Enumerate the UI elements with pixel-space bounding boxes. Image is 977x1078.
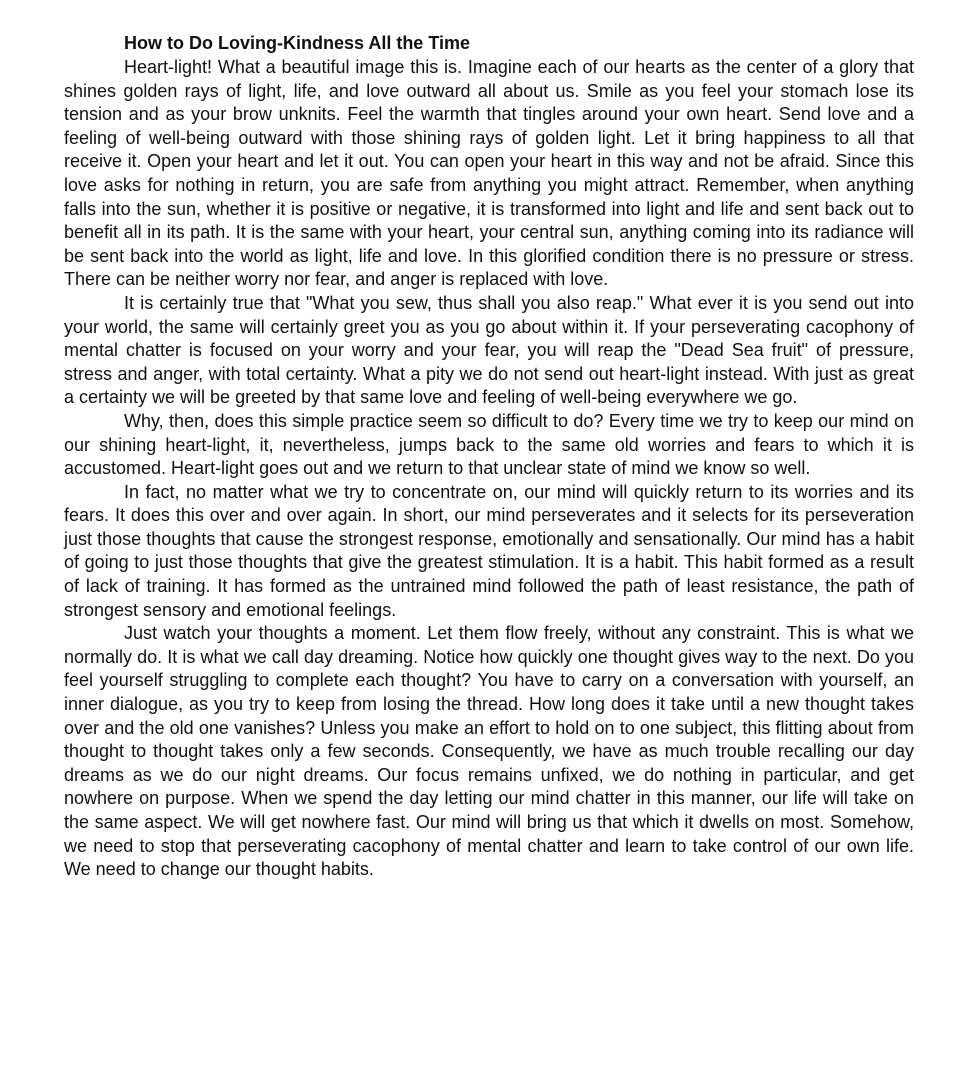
paragraph-1: Heart-light! What a beautiful image this is. Imagine each of our hearts as the center of a glory that shines golden rays of light, life, and love outward all about us. Smile as you feel your stomach lose its tension and as your brow unknits. Feel the warmth that tingles around your own heart. Send love and a feeling of well-being outward with those shining rays of golden light. Let it bring happiness to all that receive it. Open your heart and let it out. You can open your heart in this way and not be afraid. Since this love asks for nothing in return, you are safe from anything you might attract. Remember, when anything falls into the sun, whether it is positive or negative, it is transformed into light and life and sent back out to benefit all in its path. It is the same with your heart, your central sun, anything coming into its radiance will be sent back into the world as light, life and love. In this glorified condition there is no pressure or stress. There can be neither worry nor fear, and anger is replaced with love. [64,57,914,290]
document-page [64,30,914,882]
paragraph-3: Why, then, does this simple practice seem so difficult to do? Every time we try to keep our mind on our shining heart-light, it, nevertheless, jumps back to the same old worries and fears to which it is accustomed. Heart-light goes out and we return to that unclear state of mind we know so well. [64,410,914,479]
paragraph-4: In fact, no matter what we try to concentrate on, our mind will quickly return to its worries and its fears. It does this over and over again. In short, our mind perseverates and it selects for its perseveration just those thoughts that cause the strongest response, emotionally and sensationally. Our mind has a habit of going to just those thoughts that give the greatest stimulation. It is a habit. This habit formed as a result of lack of training. It has formed as the untrained mind followed the path of least resistance, the path of strongest sensory and emotional feelings. [64,481,914,620]
document-title: How to Do Loving-Kindness All the Time [124,33,471,53]
paragraph-2: It is certainly true that "What you sew, thus shall you also reap." What ever it is you send out into your world, the same will certainly greet you as you go about within it. If your perseverating cacophony of mental chatter is focused on your worry and your fear, you will reap the "Dead Sea fruit" of pressure, stress and anger, with total certainty. What a pity we do not send out heart-light instead. With just as great a certainty we will be greeted by that same love and feeling of well-being everywhere we go. [64,292,914,408]
paragraph-5: Just watch your thoughts a moment. Let them flow freely, without any constraint. This is what we normally do. It is what we call day dreaming. Notice how quickly one thought gives way to the next. Do you feel yourself struggling to complete each thought? You have to carry on a conversation with yourself, an inner dialogue, as you try to keep from losing the thread. How long does it take until a new thought takes over and the old one vanishes? Unless you make an effort to hold on to one subject, this flitting about from thought to thought takes only a few seconds. Consequently, we have as much trouble recalling our day dreams as we do our night dreams. Our focus remains unfixed, we do nothing in particular, and get nowhere on purpose. When we spend the day letting our mind chatter in this manner, our life will take on the same aspect. We will get nowhere fast. Our mind will bring us that which it dwells on most. Somehow, we need to stop that perseverating cacophony of mental chatter and learn to take control of our own life. We need to change our thought habits. [64,623,914,880]
